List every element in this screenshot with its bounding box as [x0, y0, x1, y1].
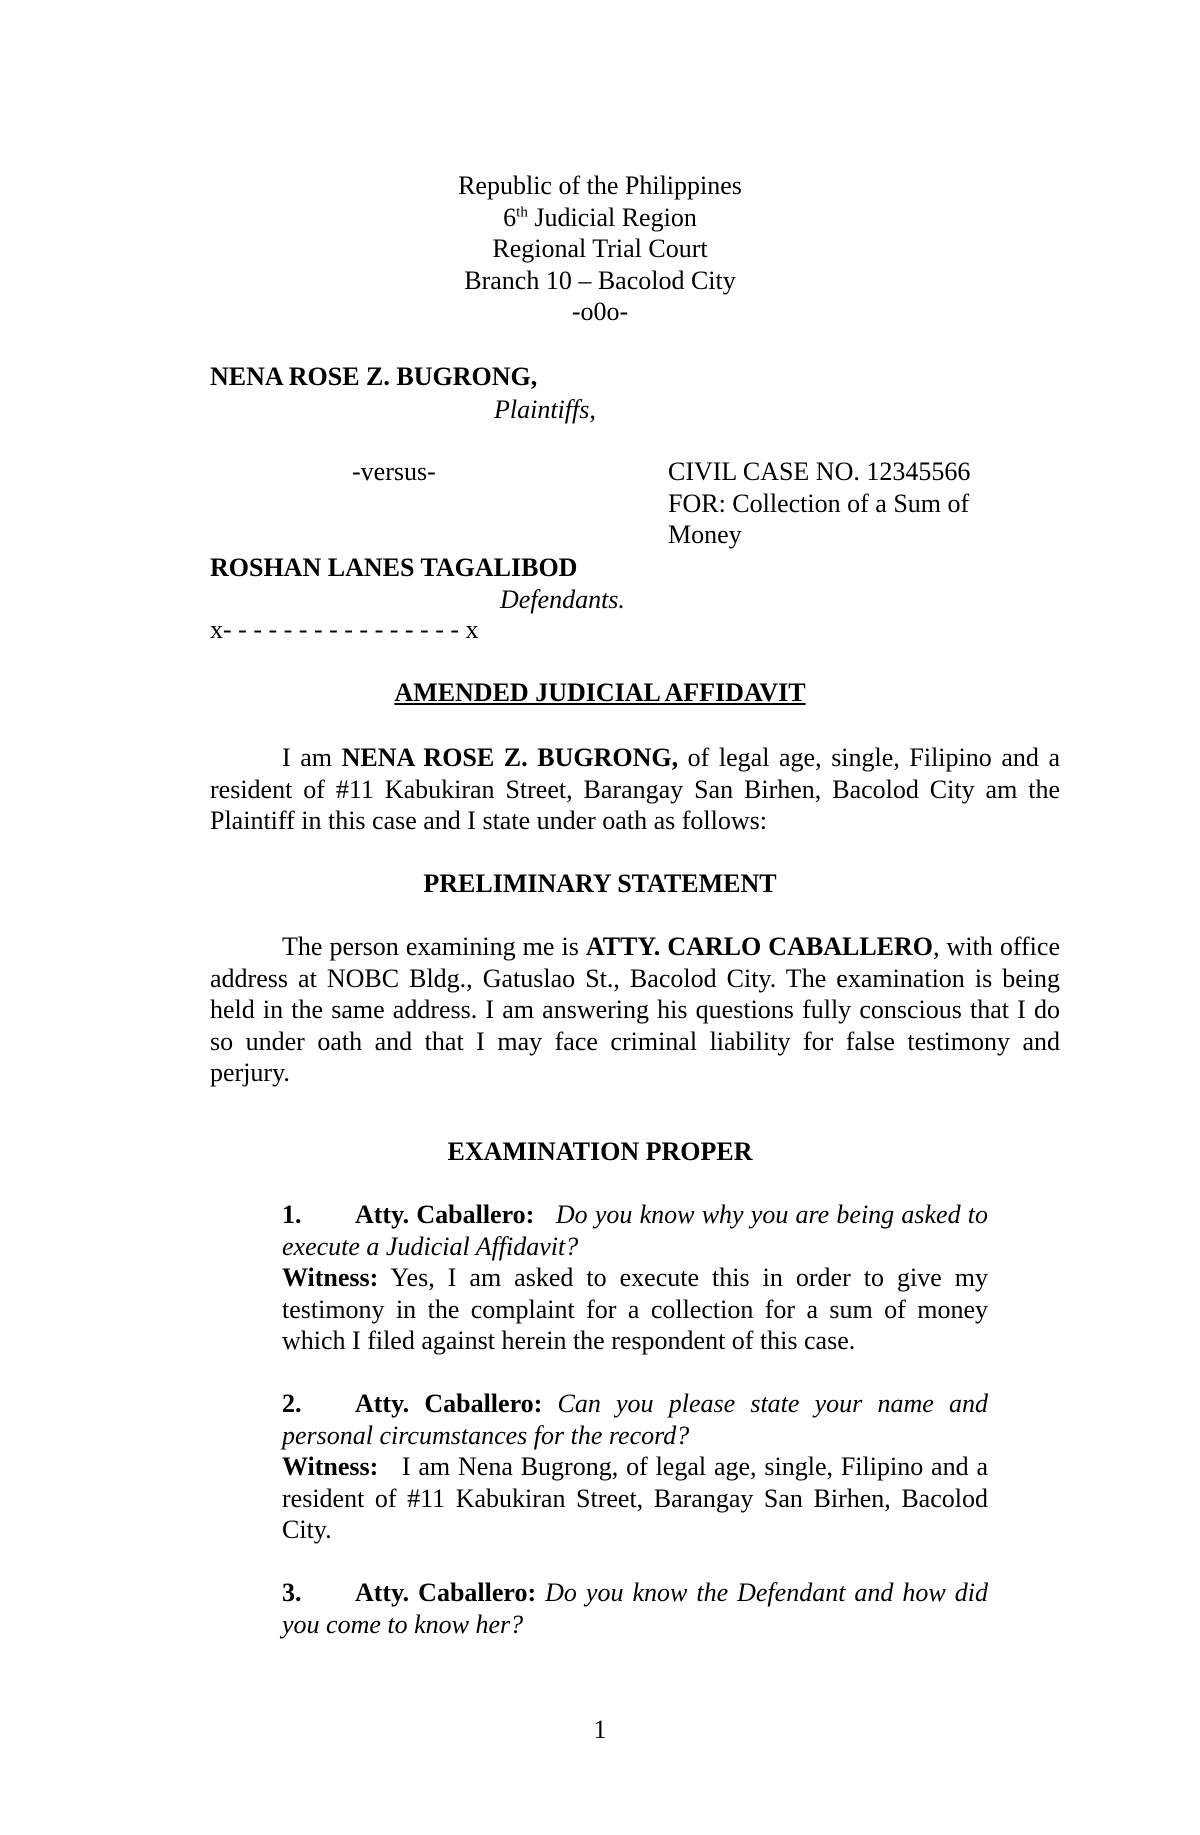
question-number: 2.	[282, 1389, 302, 1418]
question-text: Can you please state your name and personal circumstances for the record?	[282, 1389, 988, 1450]
question	[282, 1388, 988, 1451]
examiner-name: ATTY. CARLO CABALLERO	[585, 932, 933, 961]
affiant-name: NENA ROSE Z. BUGRONG,	[341, 743, 679, 772]
question-text: Do you know the Defendant and how did you come to know her?	[282, 1578, 988, 1639]
page-number: 1	[593, 1715, 607, 1744]
intro-post: of legal age, single, Filipino and a resident of #11 Kabukiran Street, Barangay San Birhen, Bacolod City am the Plaintiff in this case and I state under oath as follows:	[210, 743, 1060, 835]
court-header	[0, 170, 1200, 328]
header-judicial-region	[0, 202, 1200, 234]
question	[282, 1577, 988, 1640]
question-number: 3.	[282, 1578, 302, 1607]
answer-text: I am Nena Bugrong, of legal age, single, Filipino and a resident of #11 Kabukiran Street, Barangay San Birhen, Bacolod City.	[282, 1452, 988, 1544]
question-number: 1.	[282, 1200, 302, 1229]
witness-label: Witness:	[282, 1263, 379, 1292]
qa-item	[282, 1199, 988, 1357]
preliminary-paragraph	[210, 931, 1060, 1089]
header-ornament: -o0o-	[571, 297, 629, 326]
header-republic: Republic of the Philippines	[458, 171, 742, 200]
case-number: CIVIL CASE NO. 12345566	[668, 457, 971, 486]
case-nature: FOR: Collection of a Sum of Money	[668, 488, 970, 549]
question	[282, 1199, 988, 1262]
preliminary-heading: PRELIMINARY STATEMENT	[423, 869, 777, 898]
versus-label: -versus-	[352, 457, 436, 486]
examination-heading: EXAMINATION PROPER	[447, 1137, 753, 1166]
answer	[282, 1262, 988, 1357]
examiner-label: Atty. Caballero:	[355, 1200, 535, 1229]
witness-label: Witness:	[282, 1452, 379, 1481]
qa-item	[282, 1577, 988, 1640]
defendant-role: Defendants.	[500, 585, 625, 614]
intro-paragraph	[210, 742, 1060, 837]
intro-pre: I am	[282, 743, 342, 772]
header-region-text: Judicial Region	[527, 202, 697, 232]
answer	[282, 1451, 988, 1546]
header-court: Regional Trial Court	[492, 234, 708, 263]
plaintiff-role: Plaintiffs,	[494, 395, 596, 424]
qa-item	[282, 1388, 988, 1546]
preliminary-post: , with office address at NOBC Bldg., Gatuslao St., Bacolod City. The examination is being held in the same address. I am answering his questions fully conscious that I do so under oath and that I may face criminal liability for false testimony and perjury.	[210, 932, 1060, 1087]
plaintiff-name: NENA ROSE Z. BUGRONG,	[210, 362, 538, 391]
question-text: Do you know why you are being asked to execute a Judicial Affidavit?	[282, 1200, 988, 1261]
defendant-name: ROSHAN LANES TAGALIBOD	[210, 553, 578, 582]
document-title: AMENDED JUDICIAL AFFIDAVIT	[394, 678, 806, 707]
examiner-label: Atty. Caballero:	[355, 1389, 543, 1418]
examiner-label: Atty. Caballero:	[355, 1578, 537, 1607]
answer-text: Yes, I am asked to execute this in order to give my testimony in the complaint for a collection for a sum of money which I filed against herein the respondent of this case.	[282, 1263, 988, 1355]
header-region-number: 6	[503, 202, 517, 232]
header-branch: Branch 10 – Bacolod City	[464, 265, 736, 295]
caption-separator: x- - - - - - - - - - - - - - - - x	[210, 615, 479, 644]
header-region-suffix: th	[516, 203, 528, 220]
case-info	[668, 456, 1008, 551]
preliminary-pre: The person examining me is	[282, 932, 586, 961]
